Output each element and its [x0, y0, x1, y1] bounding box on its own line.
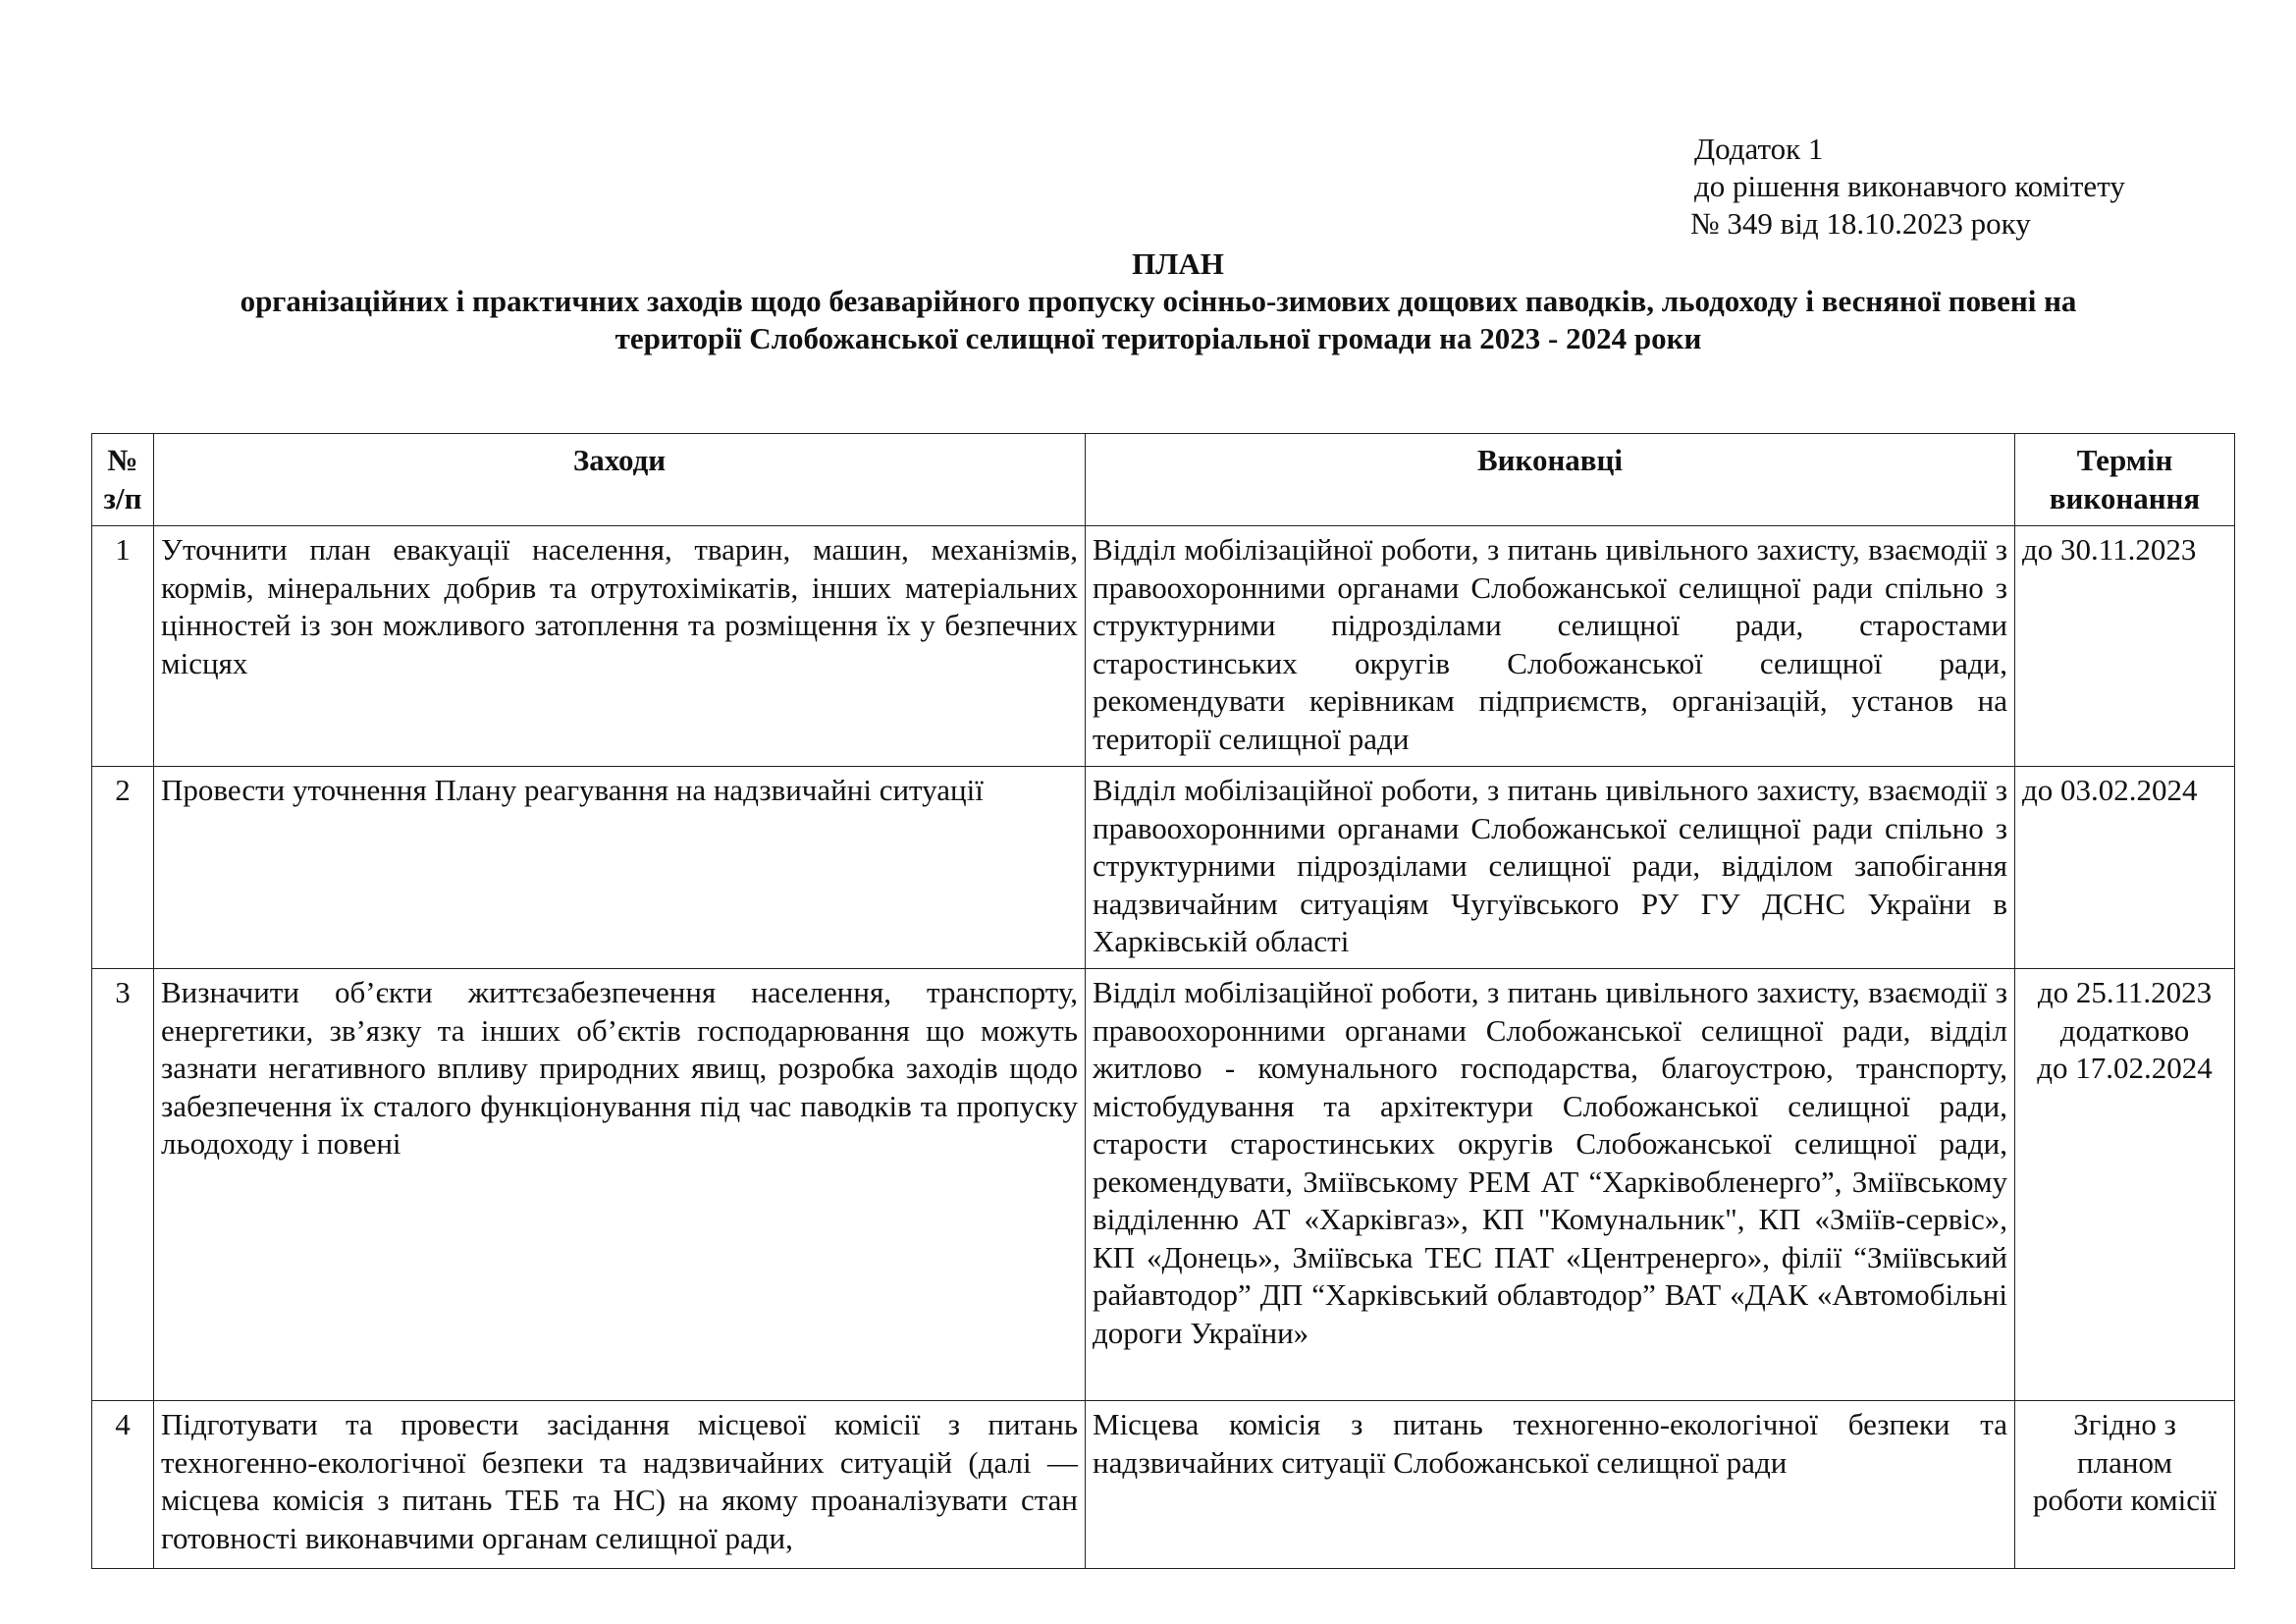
annex-decision-number: № 349 від 18.10.2023 року	[1690, 206, 2031, 241]
annex-decision-ref: до рішення виконавчого комітету	[1694, 169, 2125, 203]
header-number: № з/п	[92, 434, 154, 526]
row-measure: Підготувати та провести засідання місцевої комісії з питань техногенно-екологічної безпеки та надзвичайних ситуацій (далі — місцева комісія з питань ТЕБ та НС) на якому проаналізувати стан готовності виконавчими органам селищної ради,	[154, 1401, 1086, 1569]
row-number: 3	[92, 969, 154, 1401]
table-row	[92, 969, 2235, 1401]
row-executors: Місцева комісія з питань техногенно-екологічної безпеки та надзвичайних ситуації Слобожанської селищної ради	[1086, 1401, 2015, 1569]
annex-block	[1690, 131, 2125, 243]
annex-label: Додаток 1	[1694, 132, 1824, 166]
document-subtitle-line-1: організаційних і практичних заходів щодо безаварійного пропуску осінньо-зимових дощових паводків, льодоходу і весняної повені на	[240, 284, 2077, 318]
row-executors: Відділ мобілізаційної роботи, з питань цивільного захисту, взаємодії з правоохоронними органами Слобожанської селищної ради спільно з структурними підрозділами селищної ради, відділом запобігання надзвичайним ситуаціям Чугуївського РУ ГУ ДСНС України в Харківській області	[1086, 767, 2015, 969]
row-measure: Уточнити план евакуації населення, тварин, машин, механізмів, кормів, мінеральних добрив та отрутохімікатів, інших матеріальних цінностей із зон можливого затоплення та розміщення їх у безпечних місцях	[154, 526, 1086, 767]
header-term: Термін виконання	[2015, 434, 2235, 526]
row-number: 4	[92, 1401, 154, 1569]
table-header-row	[92, 434, 2235, 526]
row-executors: Відділ мобілізаційної роботи, з питань цивільного захисту, взаємодії з правоохоронними органами Слобожанської селищної ради, відділ житлово - комунального господарства, благоустрою, транспорту, містобудування та архітектури Слобожанської селищної ради, старости старостинських округів Слобожанської селищної ради, рекомендувати, Зміївському РЕМ АТ “Харківобленерго”, Зміївському відділенню АТ «Харківгаз», КП "Комунальник", КП «Зміїв-сервіс», КП «Донець», Зміївська ТЕС ПАТ «Центренерго», філії “Зміївський райавтодор” ДП “Харківський облавтодор” ВАТ «ДАК «Автомобільні дороги України»	[1086, 969, 2015, 1401]
document-subtitle-line-2: території Слобожанської селищної територіальної громади на 2023 - 2024 роки	[614, 321, 1702, 355]
document-title: ПЛАН	[1132, 246, 1224, 281]
document-title-block	[157, 245, 2160, 357]
row-measure: Визначити об’єкти життєзабезпечення населення, транспорту, енергетики, зв’язку та інших об’єктів господарювання що можуть зазнати негативного впливу природних явищ, розробка заходів щодо забезпечення їх сталого функціонування під час паводків та пропуску льодоходу і повені	[154, 969, 1086, 1401]
row-executors: Відділ мобілізаційної роботи, з питань цивільного захисту, взаємодії з правоохоронними органами Слобожанської селищної ради спільно з структурними підрозділами селищної ради, старостами старостинських округів Слобожанської селищної ради, рекомендувати керівникам підприємств, організацій, установ на території селищної ради	[1086, 526, 2015, 767]
header-measures: Заходи	[154, 434, 1086, 526]
table-row	[92, 1401, 2235, 1569]
row-number: 1	[92, 526, 154, 767]
table-row	[92, 526, 2235, 767]
row-term: до 25.11.2023 додатково до 17.02.2024	[2015, 969, 2235, 1401]
row-measure: Провести уточнення Плану реагування на надзвичайні ситуації	[154, 767, 1086, 969]
table-row	[92, 767, 2235, 969]
row-term: до 03.02.2024	[2015, 767, 2235, 969]
header-executors: Виконавці	[1086, 434, 2015, 526]
row-number: 2	[92, 767, 154, 969]
row-term: Згідно з планом роботи комісії	[2015, 1401, 2235, 1569]
plan-table	[91, 433, 2235, 1569]
row-term: до 30.11.2023	[2015, 526, 2235, 767]
